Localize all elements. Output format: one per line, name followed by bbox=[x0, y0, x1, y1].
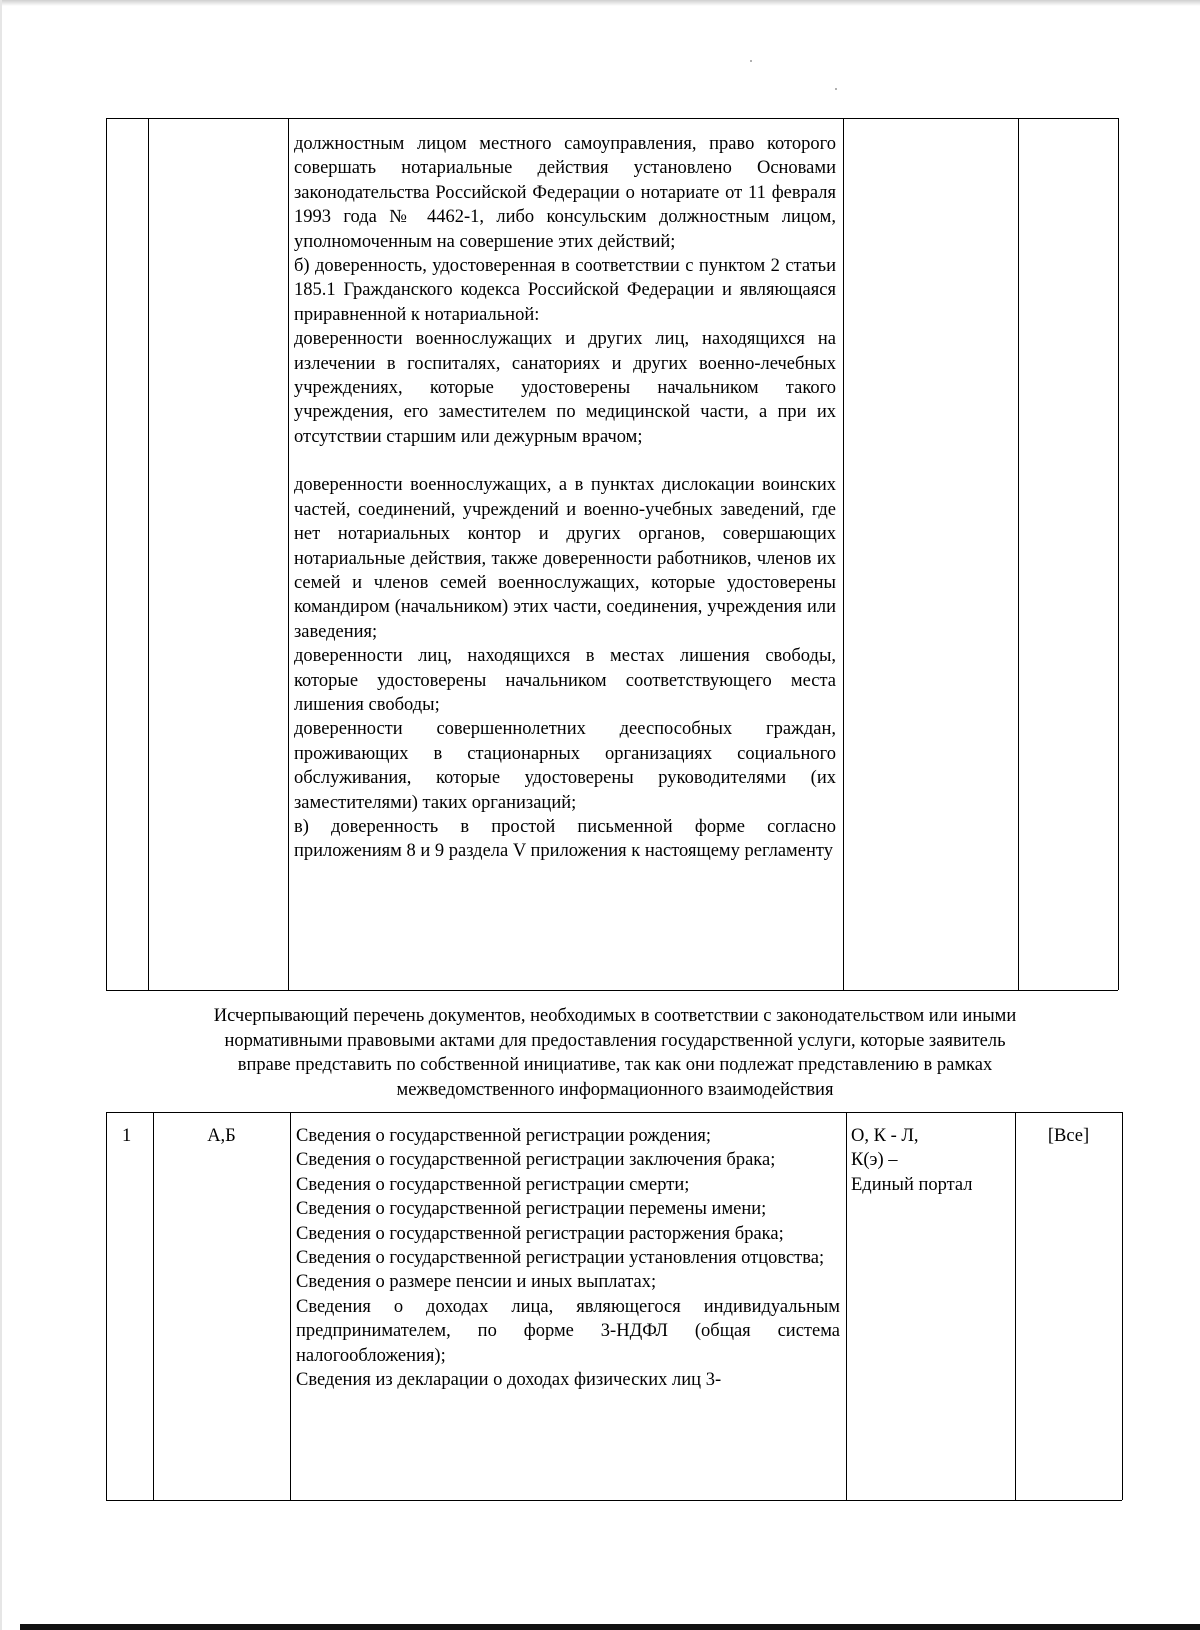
scan-edge-top bbox=[0, 0, 1200, 6]
bottom-block-top-border bbox=[106, 1112, 1122, 1113]
text-paragraph: доверенности совершеннолетних дееспособных граждан, проживающих в стационарных организациях социального обслуживания, которые удостоверены руководителями (их заместителями) таких организаций; bbox=[294, 719, 836, 813]
top-block-col-divider bbox=[1018, 118, 1019, 990]
top-block-top-border bbox=[106, 118, 1118, 119]
submission-channels bbox=[851, 1124, 1011, 1197]
top-block-col-divider bbox=[843, 118, 844, 990]
bottom-block-col-divider bbox=[153, 1112, 154, 1500]
bottom-block-right-border bbox=[1122, 1112, 1123, 1500]
bottom-block-col-divider bbox=[1015, 1112, 1016, 1500]
scan-dot bbox=[750, 60, 752, 62]
scan-dot bbox=[835, 88, 837, 90]
channel-line: Единый портал bbox=[851, 1174, 973, 1195]
row-documents-list bbox=[296, 1124, 840, 1392]
text-paragraph: доверенности военнослужащих и других лиц, находящихся на излечении в госпиталях, санаториях и других военно-лечебных учреждениях, которые удостоверены начальником такого учреждения, его заместителем по медицинской части, а при их отсутствии старшим или дежурным врачом; bbox=[294, 329, 836, 447]
bottom-block-left-border bbox=[106, 1112, 107, 1500]
text-paragraph: доверенности военнослужащих, а в пунктах дислокации воинских частей, соединений, учреждений и военно-учебных заведений, где нет нотариальных контор и других органов, совершающих нотариальные действия, также доверенности работников, членов их семей и членов семей военнослужащих, которые удостоверены командиром (начальником) этих части, соединения, учреждения или заведения; bbox=[294, 475, 836, 642]
section-heading-line: межведомственного информационного взаимодействия bbox=[396, 1079, 834, 1100]
scope-value: [Все] bbox=[1047, 1126, 1090, 1146]
row-number: 1 bbox=[122, 1126, 132, 1146]
scan-edge-bottom bbox=[20, 1624, 1200, 1630]
bottom-block-col-divider bbox=[290, 1112, 291, 1500]
text-paragraph: доверенности лиц, находящихся в местах лишения свободы, которые удостоверены начальником соответствующего места лишения свободы; bbox=[294, 646, 836, 715]
top-block-left-border bbox=[106, 118, 107, 990]
text-paragraph: б) доверенность, удостоверенная в соответствии с пунктом 2 статьи 185.1 Гражданского кодекса Российской Федерации и являющаяся приравненной к нотариальной: bbox=[294, 256, 836, 325]
section-heading-line: нормативными правовыми актами для предоставления государственной услуги, которые заявитель bbox=[224, 1030, 1006, 1051]
channel-line: О, К - Л, bbox=[851, 1126, 919, 1146]
section-heading-line: Исчерпывающий перечень документов, необходимых в соответствии с законодательством или иными bbox=[213, 1006, 1017, 1026]
top-block-col-divider bbox=[148, 118, 149, 990]
section-heading bbox=[110, 1004, 1120, 1102]
top-block-right-border bbox=[1118, 118, 1119, 990]
channel-line: К(э) – bbox=[851, 1150, 898, 1171]
top-block-document-text bbox=[294, 132, 836, 864]
document-item: Сведения о государственной регистрации перемены имени; bbox=[296, 1199, 767, 1220]
bottom-block-bottom-border bbox=[106, 1500, 1122, 1501]
document-item: Сведения о государственной регистрации расторжения брака; bbox=[296, 1223, 784, 1244]
scan-edge-left bbox=[0, 0, 2, 1630]
document-item: Сведения о государственной регистрации установления отцовства; bbox=[296, 1248, 825, 1269]
bottom-block-col-divider bbox=[846, 1112, 847, 1500]
document-item: Сведения о государственной регистрации смерти; bbox=[296, 1174, 690, 1195]
top-block-col-divider bbox=[288, 118, 289, 990]
document-item: Сведения о государственной регистрации рождения; bbox=[296, 1126, 711, 1146]
section-heading-line: вправе представить по собственной инициативе, так как они подлежат представлению в рамках bbox=[237, 1055, 993, 1076]
document-item: Сведения о размере пенсии и иных выплатах; bbox=[296, 1272, 657, 1293]
document-item: Сведения о государственной регистрации заключения брака; bbox=[296, 1150, 776, 1171]
top-block-bottom-border bbox=[106, 990, 1118, 991]
applicant-category: А,Б bbox=[207, 1126, 236, 1146]
document-item: Сведения из декларации о доходах физических лиц 3- bbox=[296, 1370, 722, 1391]
text-paragraph: в) доверенность в простой письменной форме согласно приложениям 8 и 9 раздела V приложения к настоящему регламенту bbox=[294, 816, 836, 862]
text-paragraph: должностным лицом местного самоуправления, право которого совершать нотариальные действия установлено Основами законодательства Российской Федерации о нотариате от 11 февраля 1993 года № 4462-1, либо консульским должностным лицом, уполномоченным на совершение этих действий; bbox=[294, 134, 836, 252]
document-item: Сведения о доходах лица, являющегося индивидуальным предпринимателем, по форме 3-НДФЛ (общая система налогообложения); bbox=[296, 1296, 840, 1366]
